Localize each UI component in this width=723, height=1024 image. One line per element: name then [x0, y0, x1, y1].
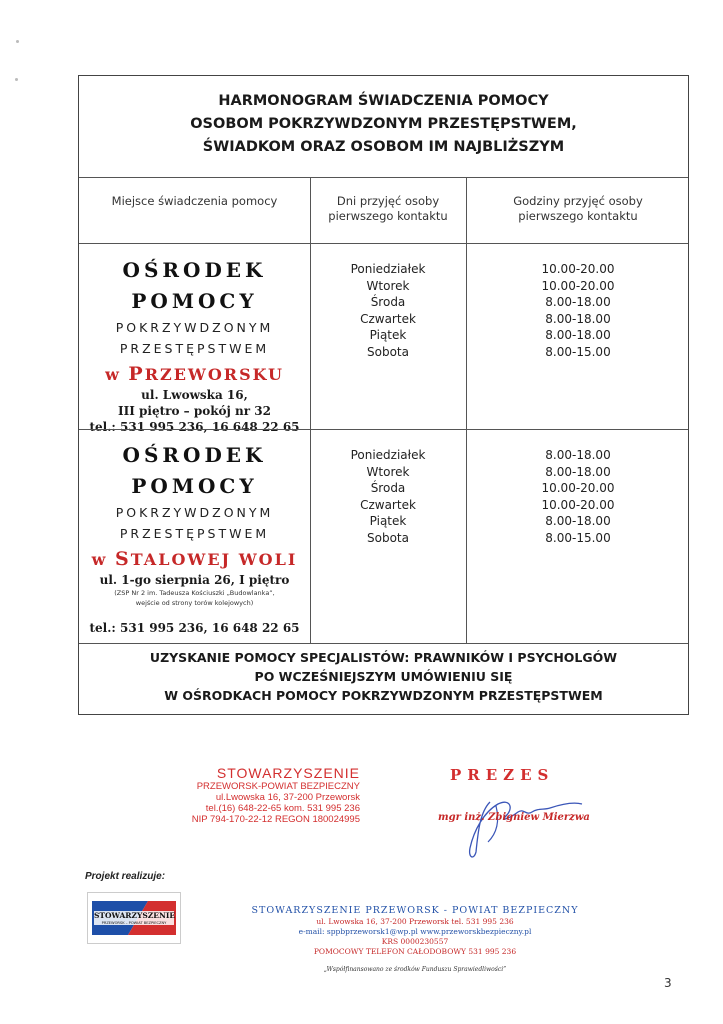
hours-list: 10.00-20.00 10.00-20.00 8.00-18.00 8.00-18.00 8.00-18.00 8.00-15.00	[541, 262, 615, 359]
schedule-table	[78, 75, 689, 715]
association-logo	[87, 892, 181, 944]
header-hours: Godziny przyjęć osoby pierwszego kontaktu	[513, 194, 643, 223]
header-days: Dni przyjęć osoby pierwszego kontaktu	[328, 194, 448, 223]
address: ul. Lwowska 16,	[141, 388, 248, 402]
phone: tel.: 531 995 236, 16 648 22 65	[89, 621, 300, 635]
column-divider	[466, 177, 467, 643]
header-place: Miejsce świadczenia pomocy	[111, 194, 278, 208]
days-list: Poniedziałek Wtorek Środa Czwartek Piątek Sobota	[350, 448, 426, 545]
table-divider	[79, 177, 688, 178]
phone: tel.: 531 995 236, 16 648 22 65	[89, 420, 300, 434]
hours-list: 8.00-18.00 8.00-18.00 10.00-20.00 10.00-20.00 8.00-18.00 8.00-15.00	[541, 448, 615, 545]
prezes-title: PREZES	[450, 766, 555, 784]
table-divider	[79, 429, 688, 430]
logo-text: STOWARZYSZENIE	[94, 911, 176, 920]
document-title: HARMONOGRAM ŚWIADCZENIA POMOCY OSOBOM POKRZYWDZONYM PRZESTĘPSTWEM, ŚWIADKOM ORAZ OSOBOM IM NAJBLIŻSZYM	[190, 93, 577, 155]
address-note: (ZSP Nr 2 im. Tadeusza Kościuszki „Budowlanka”,	[114, 589, 275, 597]
address: III piętro – pokój nr 32	[118, 404, 271, 418]
cofinancing-note: „Współfinansowano ze środków Funduszu Sprawiedliwości”	[323, 966, 507, 973]
address-note: wejście od strony torów kolejowych)	[135, 599, 254, 607]
table-divider	[79, 243, 688, 244]
center-przeworsk: OŚRODEK POMOCY POKRZYWDZONYM PRZESTĘPSTWEM w PRZEWORSKU ul. Lwowska 16, III piętro – pokój nr 32 tel.: 531 995 236, 16 648 22 65	[79, 255, 310, 435]
center-stalowa-wola: OŚRODEK POMOCY POKRZYWDZONYM PRZESTĘPSTWEM w STALOWEJ WOLI ul. 1-go sierpnia 26, I piętro (ZSP Nr 2 im. Tadeusza Kościuszki „Budowlanka”, wejście od strony torów kolejowych) tel.: 531 995 236, 16 648 22 65	[79, 440, 310, 636]
specialists-note: UZYSKANIE POMOCY SPECJALISTÓW: PRAWNIKÓW I PSYCHOLGÓW PO WCZEŚNIEJSZYM UMÓWIENIU SIĘ W OŚRODKACH POMOCY POKRZYWDZONYM PRZESTĘPSTWEM	[149, 650, 618, 703]
page-number: 3	[664, 976, 672, 990]
prezes-name: mgr inż. Zbigniew Mierzwa	[438, 812, 590, 823]
days-list: Poniedziałek Wtorek Środa Czwartek Piątek Sobota	[350, 262, 426, 359]
scan-speck	[16, 40, 19, 43]
city-name: w STALOWEJ WOLI	[91, 548, 298, 570]
column-divider	[310, 177, 311, 643]
association-info: STOWARZYSZENIE PRZEWORSK - POWIAT BEZPIECZNY ul. Lwowska 16, 37-200 Przeworsk tel. 531 995 236 e-mail: sppbprzeworsk1@wp.pl www.przeworskbezpieczny.pl KRS 0000230557 POMOCOWY TELEFON CAŁODOBOWY 531 995 236	[251, 905, 579, 956]
table-divider	[79, 643, 688, 644]
logo-subtext: PRZEWORSK – POWIAT BEZPIECZNY	[101, 921, 167, 925]
address: ul. 1-go sierpnia 26, I piętro	[99, 573, 290, 587]
scan-speck	[15, 78, 18, 81]
project-label: Projekt realizuje:	[85, 871, 166, 882]
city-name: w PRZEWORSKU	[105, 363, 284, 385]
association-stamp: STOWARZYSZENIE PRZEWORSK-POWIAT BEZPIECZNY ul.Lwowska 16, 37-200 Przeworsk tel.(16) 648-22-65 kom. 531 995 236 NIP 794-170-22-12 REGON 180024995	[191, 765, 360, 825]
